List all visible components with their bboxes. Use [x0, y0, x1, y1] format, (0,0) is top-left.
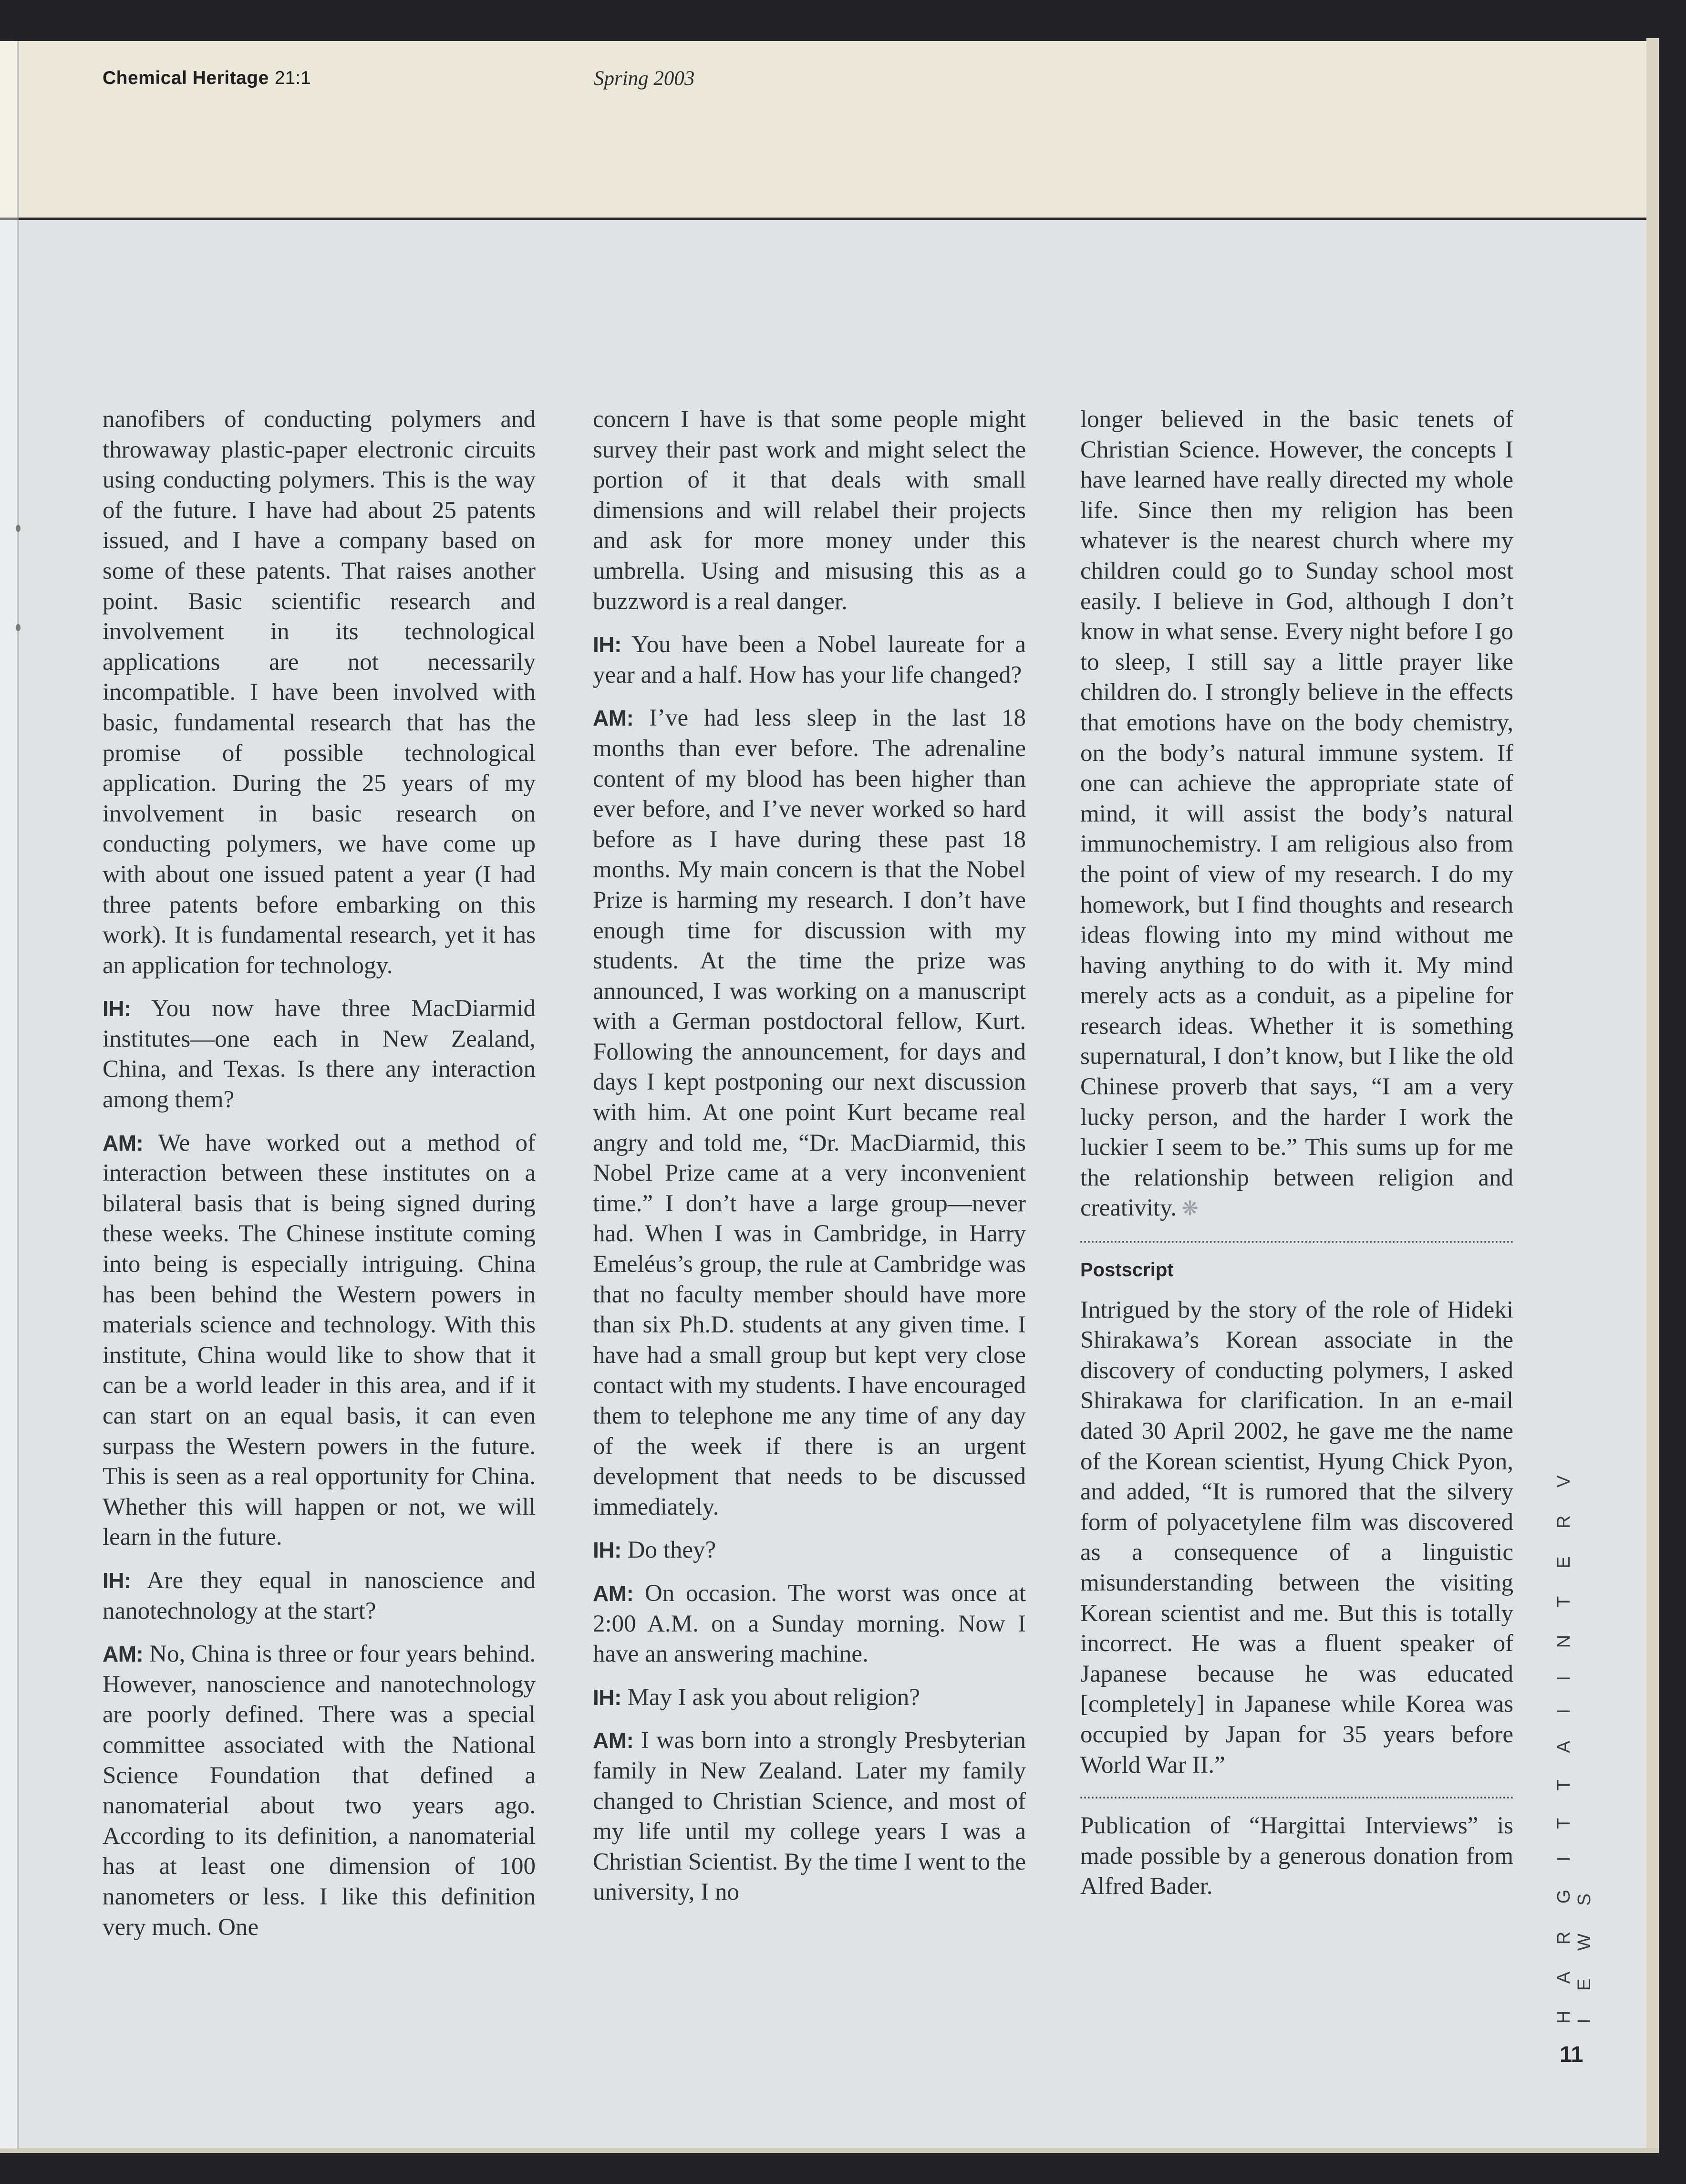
issue-season: Spring 2003	[594, 67, 695, 90]
speaker-label: IH:	[593, 632, 621, 657]
speaker-label: AM:	[103, 1642, 144, 1667]
binding-gutter	[0, 41, 17, 2149]
dotted-divider	[1080, 1241, 1513, 1243]
paragraph: AM: I was born into a strongly Presbyterian family in New Zealand. Later my family changed to Christian Science, and most of my life until my college years I was a Christian Scientist. By the time I went to the university, I no	[593, 1727, 1026, 1906]
section-vertical-label: H A R G I T T A I I N T E R V I E W S	[1554, 1464, 1594, 2024]
paragraph: IH: May I ask you about religion?	[593, 1684, 920, 1711]
binding-stitch	[16, 624, 21, 631]
postscript-body: Intrigued by the story of the role of Hideki Shirakawa’s Korean associate in the discovery of conducting polymers, I asked Shirakawa for clarification. In an e-mail dated 30 April 2002, he gave me the name of the Korean scientist, Hyung Chick Pyon, and added, “It is rumored that the silvery form of polyacetylene film was discovered as a consequence of a linguistic misunderstanding between the visiting Korean scientist and me. But this is totally incorrect. He was a fluent speaker of Japanese because he was educated [completely] in Japanese while Korea was occupied by Japan for 35 years before World War II.”	[1080, 1296, 1513, 1778]
speaker-label: IH:	[103, 996, 131, 1021]
footer-note: Publication of “Hargittai Interviews” is made possible by a generous donation from Alfred Bader.	[1080, 1812, 1513, 1900]
column-3-paragraphs	[1080, 405, 1513, 1225]
paragraph: IH: You have been a Nobel laureate for a year and a half. How has your life changed?	[593, 631, 1026, 688]
paragraph: IH: You now have three MacDiarmid institutes—one each in New Zealand, China, and Texas. Is there any interaction among them?	[103, 995, 536, 1113]
issue-number: 21:1	[274, 68, 311, 88]
running-head	[103, 68, 311, 89]
paragraph: IH: Are they equal in nanoscience and nanotechnology at the start?	[103, 1567, 536, 1624]
paragraph: nanofibers of conducting polymers and throwaway plastic-paper electronic circuits using conducting polymers. This is the way of the future. I have had about 25 patents issued, and I have a company based on some of these patents. That raises another point. Basic scientific research and involvement in its technological applications are not necessarily incompatible. I have been involved with basic, fundamental research that has the promise of possible technological application. During the 25 years of my involvement in basic research on conducting polymers, we have come up with about one issued patent a year (I had three patents before embarking on this work). It is fundamental research, yet it has an application for technology.	[103, 406, 536, 979]
speaker-label: AM:	[593, 1581, 634, 1606]
speaker-label: IH:	[593, 1685, 621, 1710]
end-of-article-mark: ❋	[1177, 1198, 1199, 1220]
speaker-label: AM:	[593, 1728, 634, 1753]
binding-stitch	[16, 525, 21, 532]
page-bottom-edge	[0, 2148, 1659, 2153]
speaker-label: AM:	[593, 706, 634, 731]
postscript-heading: Postscript	[1080, 1259, 1174, 1281]
page-number: 11	[1560, 2041, 1583, 2067]
binding-crease	[17, 41, 19, 2149]
dotted-divider	[1080, 1797, 1513, 1799]
paragraph: AM: No, China is three or four years behind. However, nanoscience and nanotechnology are poorly defined. There was a special committee associated with the National Science Foundation that defined a nanomaterial about two years ago. According to its definition, a nanomaterial has at least one dimension of 100 nanometers or less. I like this definition very much. One	[103, 1641, 536, 1941]
text-column-1	[103, 405, 536, 1955]
speaker-label: IH:	[103, 1568, 131, 1593]
paragraph: AM: On occasion. The worst was once at 2:00 A.M. on a Sunday morning. Now I have an answering machine.	[593, 1580, 1026, 1668]
text-column-2	[593, 405, 1026, 1921]
paragraph: IH: Do they?	[593, 1537, 716, 1564]
speaker-label: AM:	[103, 1130, 144, 1155]
magazine-title: Chemical Heritage	[103, 68, 269, 88]
paragraph: AM: We have worked out a method of interaction between these institutes on a bilateral basis that is being signed during these weeks. The Chinese institute coming into being is especially intriguing. China has been behind the Western powers in materials science and technology. With this institute, China would like to show that it can be a world leader in this area, and if it can start on an equal basis, it can even surpass the Western powers in the future. This is seen as a real opportunity for China. Whether this will happen or not, we will learn in the future.	[103, 1129, 536, 1551]
page-right-edge	[1646, 38, 1659, 2151]
text-column-3	[1080, 405, 1513, 1902]
speaker-label: IH:	[593, 1538, 621, 1563]
paragraph: concern I have is that some people might survey their past work and might select the portion of it that deals with small dimensions and will relabel their projects and ask for more money under this umbrella. Using and misusing this as a buzzword is a real danger.	[593, 406, 1026, 615]
paragraph: AM: I’ve had less sleep in the last 18 months than ever before. The adrenaline content of my blood has been higher than ever before, and I’ve never worked so hard before as I have during these past 18 months. My main concern is that the Nobel Prize is harming my research. I don’t have enough time for discussion with my students. At the time the prize was announced, I was working on a manuscript with a German postdoctoral fellow, Kurt. Following the announcement, for days and days I kept postponing our next discussion with him. At one point Kurt became real angry and told me, “Dr. MacDiarmid, this Nobel Prize came at a very inconvenient time.” I don’t have a large group—never had. When I was in Cambridge, in Harry Emeléus’s group, the rule at Cambridge was that no faculty member should have more than six Ph.D. students at any given time. I have had a small group but kept very close contact with my students. I have encouraged them to telephone me any time of any day of the week if there is an urgent development that needs to be discussed immediately.	[593, 705, 1026, 1520]
paragraph: longer believed in the basic tenets of Christian Science. However, the concepts I have learned have really directed my whole life. Since then my religion has been whatever is the nearest church where my children could go to Sunday school most easily. I believe in God, although I don’t know in what sense. Every night before I go to sleep, I still say a little prayer like children do. I strongly believe in the effects that emotions have on the body chemistry, on the body’s natural immune system. If one can achieve the appropriate state of mind, it will assist the body’s natural immunochemistry. I am religious also from the point of view of my research. I do my homework, but I find thoughts and research ideas flowing into my mind without me having anything to do with it. My mind merely acts as a conduit, as a pipeline for research ideas. Whether it is something supernatural, I don’t know, but I like the old Chinese proverb that says, “I am a very lucky person, and the harder I work the luckier I seem to be.” This sums up for me the relationship between religion and creativity. ❋	[1080, 406, 1513, 1222]
